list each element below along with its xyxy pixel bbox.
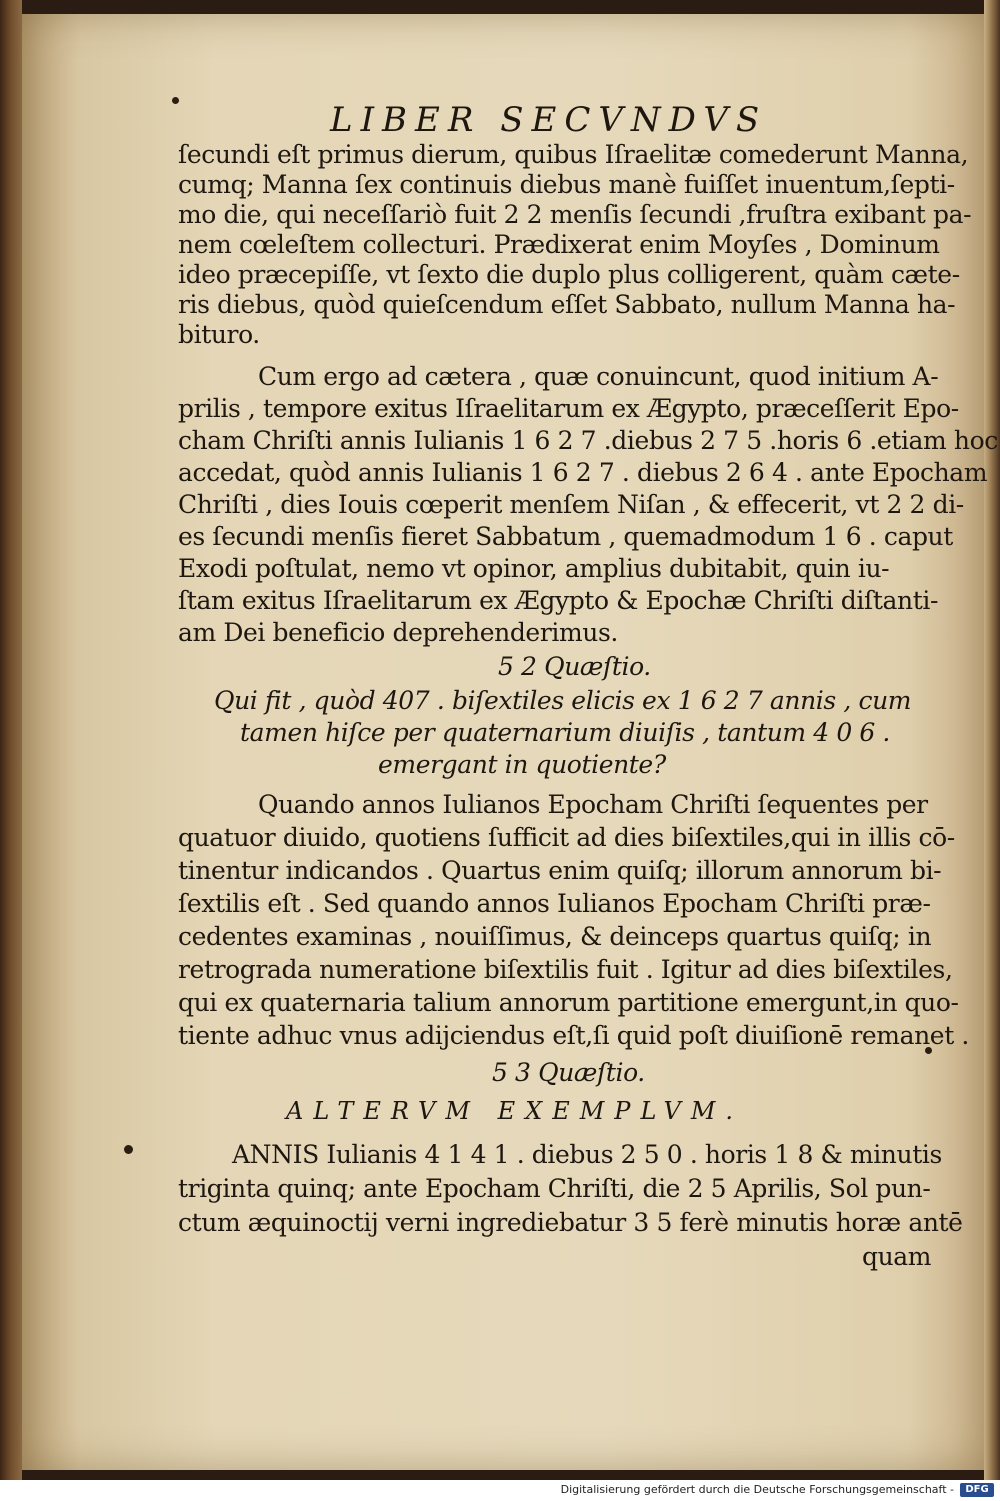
text-line: qui ex quaternaria talium annorum partitione emergunt,in quo-: [178, 988, 959, 1017]
text-line: tinentur indicandos . Quartus enim quiſq; illorum annorum bi-: [178, 856, 942, 885]
text-line: am Dei beneficio deprehenderimus.: [178, 618, 618, 647]
running-header: LIBER SECVNDVS: [330, 100, 768, 140]
text-line: ſtam exitus Iſraelitarum ex Ægypto & Epochæ Chriſti diſtanti-: [178, 586, 938, 615]
text-line: ſecundi eſt primus dierum, quibus Iſraelitæ comederunt Manna,: [178, 140, 969, 169]
text-line: cedentes examinas , nouiſſimus, & deinceps quartus quiſq; in: [178, 922, 932, 951]
text-line: Exodi poſtulat, nemo vt opinor, amplius dubitabit, quin iu-: [178, 554, 890, 583]
text-line: cham Chriſti annis Iulianis 1 6 2 7 .diebus 2 7 5 .horis 6 .etiam hoc: [178, 426, 998, 455]
question-text-line: emergant in quotiente?: [378, 750, 666, 779]
page-fore-edge: [984, 0, 1000, 1480]
dfg-logo: DFG: [960, 1483, 994, 1497]
funding-notice: Digitalisierung gefördert durch die Deutsche Forschungsgemeinschaft -: [560, 1483, 954, 1496]
text-line: retrograda numeratione biſextilis fuit . Igitur ad dies biſextiles,: [178, 955, 953, 984]
text-line: ANNIS Iulianis 4 1 4 1 . diebus 2 5 0 . horis 1 8 & minutis: [232, 1140, 942, 1169]
text-line: ideo præcepiſſe, vt ſexto die duplo plus colligerent, quàm cæte-: [178, 260, 960, 289]
book-spine-edge: [0, 0, 22, 1480]
text-line: triginta quinq; ante Epocham Chriſti, die 2 5 Aprilis, Sol pun-: [178, 1174, 931, 1203]
question-text-line: Qui fit , quòd 407 . biſextiles elicis ex 1 6 2 7 annis , cum: [214, 686, 912, 715]
section-heading: ALTERVM EXEMPLVM.: [286, 1097, 744, 1125]
text-line: quatuor diuido, quotiens ſufficit ad dies biſextiles,qui in illis cō-: [178, 823, 955, 852]
catchword: quam: [862, 1242, 932, 1271]
text-line: prilis , tempore exitus Iſraelitarum ex Ægypto, præceſſerit Epo-: [178, 394, 959, 423]
question-label: 5 3 Quæſtio.: [492, 1058, 645, 1087]
text-line: tiente adhuc vnus adijciendus eſt,ſi quid poſt diuiſionē remanet .: [178, 1021, 969, 1050]
question-text-line: tamen hiſce per quaternarium diuiſis , tantum 4 0 6 .: [240, 718, 890, 747]
text-line: mo die, qui neceſſariò fuit 2 2 menſis ſecundi ,fruſtra exibant pa-: [178, 200, 972, 229]
text-line: cumq; Manna ſex continuis diebus manè fuiſſet inuentum,ſepti-: [178, 170, 955, 199]
text-line: ctum æquinoctij verni ingrediebatur 3 5 ferè minutis horæ antē: [178, 1208, 963, 1237]
text-line: Quando annos Iulianos Epocham Chriſti ſequentes per: [258, 790, 928, 819]
text-line: accedat, quòd annis Iulianis 1 6 2 7 . diebus 2 6 4 . ante Epocham: [178, 458, 988, 487]
text-line: Chriſti , dies Iouis cœperit menſem Niſan , & effecerit, vt 2 2 di-: [178, 490, 964, 519]
text-line: bituro.: [178, 320, 260, 349]
ink-mark: [124, 1145, 133, 1154]
text-line: ſextilis eſt . Sed quando annos Iulianos Epocham Chriſti præ-: [178, 889, 931, 918]
ink-mark: [172, 97, 179, 104]
text-line: es ſecundi menſis fieret Sabbatum , quemadmodum 1 6 . caput: [178, 522, 953, 551]
text-line: ris diebus, quòd quieſcendum eſſet Sabbato, nullum Manna ha-: [178, 290, 956, 319]
text-line: nem cœleſtem collecturi. Prædixerat enim Moyſes , Dominum: [178, 230, 940, 259]
question-label: 5 2 Quæſtio.: [498, 652, 651, 681]
digitization-footer: [0, 1480, 1000, 1501]
text-line: Cum ergo ad cætera , quæ conuincunt, quod initium A-: [258, 362, 939, 391]
